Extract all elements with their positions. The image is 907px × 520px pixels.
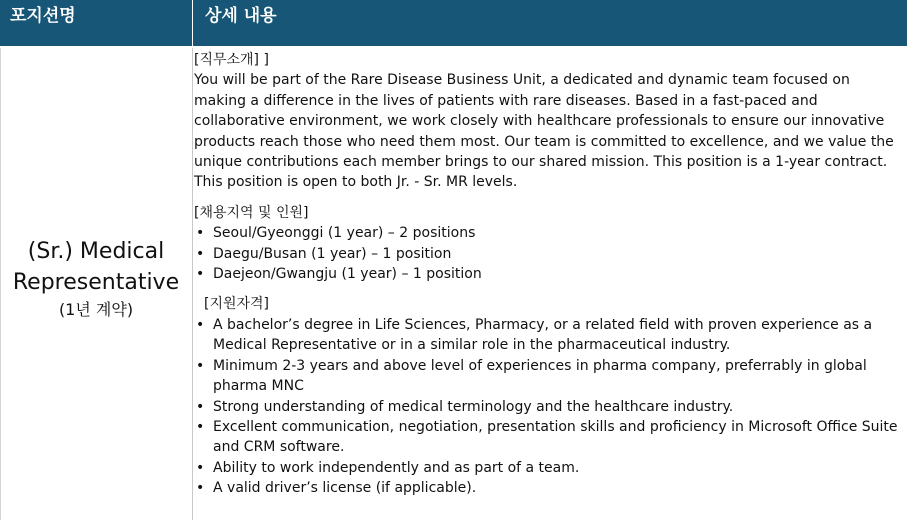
locations-heading: [채용지역 및 인원] <box>194 204 309 221</box>
qualification-item: Minimum 2-3 years and above level of experiences in pharma company, preferrably in global pharma MNC <box>213 357 867 395</box>
bullet-icon: • <box>196 245 205 262</box>
table-header-row <box>0 0 907 46</box>
list-item <box>194 315 899 356</box>
location-item: Daejeon/Gwangju (1 year) – 1 position <box>213 266 482 283</box>
bullet-icon: • <box>196 225 205 242</box>
details-cell <box>193 50 905 499</box>
bullet-icon: • <box>196 266 205 283</box>
bullet-icon: • <box>196 418 205 435</box>
spacer <box>194 193 899 203</box>
qualification-item: A valid driver’s license (if applicable). <box>213 480 477 497</box>
list-item <box>194 356 899 397</box>
header-column-divider <box>192 0 193 46</box>
list-item <box>194 417 899 458</box>
intro-paragraph: You will be part of the Rare Disease Business Unit, a dedicated and dynamic team focused on making a difference in the lives of patients with rare diseases. Based in a fast-paced and collaborative environment, we work closely with healthcare professionals to ensure our innovative products reach those who need them most. Our team is committed to excellence, and we value the unique contributions each member brings to our shared mission. This position is a 1-year contract. This position is open to both Jr. - Sr. MR levels. <box>194 72 894 191</box>
spacer <box>194 284 899 294</box>
bullet-icon: • <box>196 357 205 374</box>
qualifications-list <box>194 315 899 499</box>
qualification-item: A bachelor’s degree in Life Sciences, Pharmacy, or a related field with proven experience as a Medical Representative or in a similar role in the pharmaceutical industry. <box>213 316 873 354</box>
location-item: Seoul/Gyeonggi (1 year) – 2 positions <box>213 225 476 242</box>
list-item <box>194 223 899 243</box>
list-item <box>194 458 899 478</box>
location-item: Daegu/Busan (1 year) – 1 position <box>213 245 452 262</box>
list-item <box>194 244 899 264</box>
list-item <box>194 397 899 417</box>
position-cell <box>0 48 192 520</box>
list-item <box>194 478 899 498</box>
qualification-item: Excellent communication, negotiation, presentation skills and proficiency in Microsoft Office Suite and CRM software. <box>213 418 898 456</box>
list-item <box>194 264 899 284</box>
locations-list <box>194 223 899 284</box>
position-title: (Sr.) Medical Representative <box>12 239 180 295</box>
bullet-icon: • <box>196 459 205 476</box>
contract-term: (1년 계약) <box>58 300 134 319</box>
bullet-icon: • <box>196 316 205 333</box>
bullet-icon: • <box>196 480 205 497</box>
qualifications-heading: [지원자격] <box>204 296 270 313</box>
header-details: 상세 내용 <box>205 6 277 26</box>
bullet-icon: • <box>196 398 205 415</box>
intro-heading: [직무소개] ] <box>194 52 269 68</box>
qualification-item: Ability to work independently and as part of a team. <box>213 459 580 476</box>
qualification-item: Strong understanding of medical terminology and the healthcare industry. <box>213 398 734 415</box>
header-position-name: 포지션명 <box>10 6 76 26</box>
